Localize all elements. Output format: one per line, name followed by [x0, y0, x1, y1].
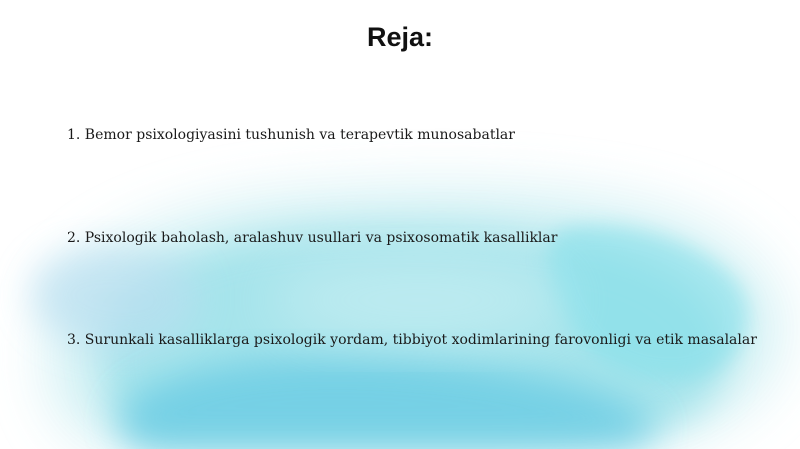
agenda-item-3: 3. Surunkali kasalliklarga psixologik yordam, tibbiyot xodimlarining farovonligi va etik masalalar: [67, 332, 757, 348]
agenda-item-2: 2. Psixologik baholash, aralashuv usullari va psixosomatik kasalliklar: [67, 230, 558, 246]
agenda-item-1: 1. Bemor psixologiyasini tushunish va terapevtik munosabatlar: [67, 127, 515, 143]
slide-title: Reja:: [366, 22, 434, 52]
